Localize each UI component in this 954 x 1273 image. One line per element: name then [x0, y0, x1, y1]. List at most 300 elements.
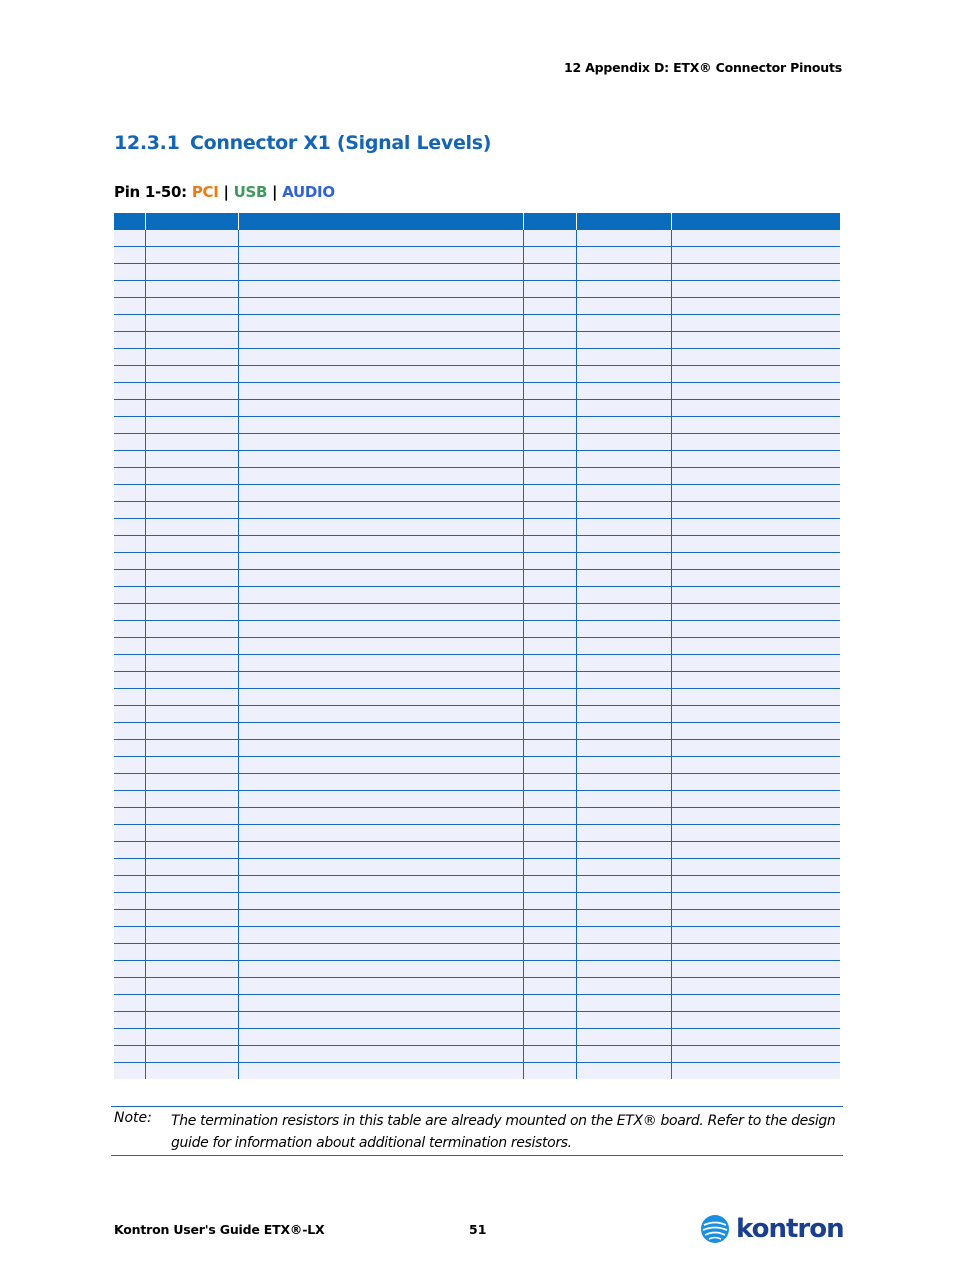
table-cell [523, 400, 576, 417]
table-cell [523, 774, 576, 791]
legend-separator: | [223, 183, 229, 201]
table-cell [145, 230, 238, 247]
table-cell [576, 502, 671, 519]
table-cell [523, 638, 576, 655]
table-cell [671, 944, 840, 961]
table-cell [671, 638, 840, 655]
table-cell [114, 825, 145, 842]
table-cell [671, 332, 840, 349]
table-header-cell [671, 213, 840, 230]
table-cell [114, 417, 145, 434]
table-cell [576, 417, 671, 434]
footer-guide-title: Kontron User's Guide ETX®-LX [114, 1222, 325, 1237]
table-cell [114, 1029, 145, 1046]
table-cell [114, 621, 145, 638]
table-row [114, 978, 840, 995]
table-cell [576, 604, 671, 621]
table-cell [145, 944, 238, 961]
table-row [114, 842, 840, 859]
table-cell [238, 927, 523, 944]
table-cell [145, 1063, 238, 1080]
table-cell [238, 876, 523, 893]
table-row [114, 417, 840, 434]
table-cell [523, 1046, 576, 1063]
table-cell [576, 621, 671, 638]
table-cell [576, 774, 671, 791]
table-cell [576, 808, 671, 825]
table-cell [576, 842, 671, 859]
table-cell [523, 553, 576, 570]
table-cell [576, 587, 671, 604]
table-cell [145, 655, 238, 672]
table-cell [523, 1029, 576, 1046]
table-cell [114, 298, 145, 315]
table-cell [145, 638, 238, 655]
table-row [114, 366, 840, 383]
table-row [114, 961, 840, 978]
table-cell [523, 570, 576, 587]
table-cell [671, 808, 840, 825]
table-cell [671, 1012, 840, 1029]
table-cell [523, 655, 576, 672]
table-cell [523, 842, 576, 859]
section-heading [114, 132, 491, 154]
table-cell [145, 315, 238, 332]
table-cell [523, 706, 576, 723]
table-cell [523, 893, 576, 910]
table-cell [576, 230, 671, 247]
table-row [114, 825, 840, 842]
table-cell [576, 825, 671, 842]
table-cell [145, 1046, 238, 1063]
table-cell [145, 587, 238, 604]
legend-audio: AUDIO [282, 183, 335, 201]
table-header-cell [523, 213, 576, 230]
table-cell [671, 366, 840, 383]
table-cell [145, 604, 238, 621]
table-cell [576, 672, 671, 689]
table-cell [145, 621, 238, 638]
table-cell [238, 859, 523, 876]
table-cell [576, 1012, 671, 1029]
table-cell [238, 910, 523, 927]
table-cell [523, 468, 576, 485]
table-cell [523, 366, 576, 383]
table-cell [145, 672, 238, 689]
table-cell [671, 604, 840, 621]
table-cell [145, 774, 238, 791]
table-row [114, 502, 840, 519]
table-cell [114, 1046, 145, 1063]
kontron-globe-icon [700, 1214, 730, 1244]
table-row [114, 587, 840, 604]
table-cell [671, 587, 840, 604]
table-cell [145, 570, 238, 587]
table-cell [576, 383, 671, 400]
table-cell [145, 332, 238, 349]
table-cell [671, 706, 840, 723]
table-cell [145, 417, 238, 434]
table-cell [576, 400, 671, 417]
table-header-row [114, 213, 840, 230]
table-cell [238, 553, 523, 570]
table-cell [523, 723, 576, 740]
table-header-cell [114, 213, 145, 230]
table-cell [145, 519, 238, 536]
table-cell [145, 366, 238, 383]
table-cell [523, 247, 576, 264]
table-cell [238, 502, 523, 519]
table-cell [671, 876, 840, 893]
table-cell [523, 451, 576, 468]
table-cell [671, 723, 840, 740]
table-body [114, 230, 840, 1079]
table-cell [671, 264, 840, 281]
table-row [114, 774, 840, 791]
table-cell [671, 315, 840, 332]
table-cell [671, 842, 840, 859]
table-cell [671, 740, 840, 757]
table-cell [145, 927, 238, 944]
table-cell [114, 672, 145, 689]
table-cell [671, 672, 840, 689]
table-row [114, 995, 840, 1012]
table-cell [671, 1063, 840, 1080]
table-cell [576, 451, 671, 468]
note-text: The termination resistors in this table are already mounted on the ETX® board. Refer to the design guide for information about additional termination resistors. [171, 1113, 836, 1151]
table-cell [671, 791, 840, 808]
table-row [114, 655, 840, 672]
table-cell [576, 740, 671, 757]
table-cell [576, 519, 671, 536]
table-cell [523, 876, 576, 893]
table-cell [238, 417, 523, 434]
table-cell [523, 604, 576, 621]
table-cell [114, 264, 145, 281]
table-cell [238, 672, 523, 689]
table-cell [114, 927, 145, 944]
table-cell [576, 332, 671, 349]
table-cell [114, 332, 145, 349]
table-row [114, 468, 840, 485]
table-cell [671, 995, 840, 1012]
table-cell [238, 264, 523, 281]
table-cell [114, 1063, 145, 1080]
table-cell [238, 1046, 523, 1063]
pin-range-label: Pin 1-50: [114, 183, 187, 201]
table-cell [238, 638, 523, 655]
table-cell [238, 961, 523, 978]
table-cell [576, 655, 671, 672]
table-cell [576, 723, 671, 740]
table-row [114, 604, 840, 621]
table-cell [576, 944, 671, 961]
pin-range-legend [114, 183, 335, 201]
table-cell [523, 825, 576, 842]
table-row [114, 1063, 840, 1080]
table-cell [114, 434, 145, 451]
table-cell [523, 349, 576, 366]
table-cell [238, 434, 523, 451]
table-cell [523, 519, 576, 536]
running-header: 12 Appendix D: ETX® Connector Pinouts [564, 60, 842, 75]
table-cell [523, 791, 576, 808]
table-cell [576, 434, 671, 451]
table-cell [576, 893, 671, 910]
table-cell [114, 553, 145, 570]
table-cell [114, 910, 145, 927]
table-cell [145, 400, 238, 417]
table-cell [145, 383, 238, 400]
table-cell [238, 1012, 523, 1029]
page-number: 51 [469, 1222, 487, 1237]
table-cell [238, 349, 523, 366]
table-row [114, 570, 840, 587]
table-cell [523, 1012, 576, 1029]
table-row [114, 621, 840, 638]
table-cell [145, 451, 238, 468]
table-cell [145, 468, 238, 485]
table-cell [145, 434, 238, 451]
table-cell [523, 281, 576, 298]
table-cell [671, 502, 840, 519]
table-cell [145, 757, 238, 774]
table-cell [114, 468, 145, 485]
table-cell [114, 723, 145, 740]
table-cell [576, 757, 671, 774]
table-row [114, 740, 840, 757]
table-row [114, 1029, 840, 1046]
table-cell [671, 383, 840, 400]
table-cell [238, 400, 523, 417]
table-cell [576, 468, 671, 485]
table-cell [114, 485, 145, 502]
table-row [114, 519, 840, 536]
table-cell [114, 587, 145, 604]
table-cell [523, 417, 576, 434]
table-cell [238, 995, 523, 1012]
table-row [114, 332, 840, 349]
table-cell [145, 961, 238, 978]
table-cell [671, 400, 840, 417]
table-cell [671, 570, 840, 587]
table-cell [238, 536, 523, 553]
table-cell [145, 536, 238, 553]
table-cell [238, 842, 523, 859]
table-cell [238, 230, 523, 247]
table-cell [145, 689, 238, 706]
table-row [114, 349, 840, 366]
table-cell [145, 842, 238, 859]
table-row [114, 536, 840, 553]
table-cell [114, 774, 145, 791]
table-row [114, 264, 840, 281]
table-cell [114, 876, 145, 893]
table-cell [238, 706, 523, 723]
table-cell [671, 910, 840, 927]
table-cell [671, 519, 840, 536]
table-cell [576, 281, 671, 298]
table-cell [576, 876, 671, 893]
table-cell [576, 553, 671, 570]
table-cell [671, 247, 840, 264]
table-cell [671, 859, 840, 876]
table-cell [523, 298, 576, 315]
legend-separator: | [272, 183, 278, 201]
table-cell [114, 808, 145, 825]
table-cell [671, 298, 840, 315]
table-cell [145, 1012, 238, 1029]
table-cell [145, 859, 238, 876]
table-row [114, 434, 840, 451]
table-row [114, 706, 840, 723]
table-cell [145, 485, 238, 502]
table-row [114, 944, 840, 961]
table-cell [114, 638, 145, 655]
table-cell [238, 791, 523, 808]
table-row [114, 1046, 840, 1063]
table-cell [114, 502, 145, 519]
table-cell [523, 1063, 576, 1080]
table-header-cell [576, 213, 671, 230]
kontron-logo [700, 1213, 844, 1245]
table-row [114, 893, 840, 910]
table-cell [114, 995, 145, 1012]
table-cell [238, 519, 523, 536]
table-cell [576, 910, 671, 927]
table-cell [238, 298, 523, 315]
table-cell [671, 485, 840, 502]
table-cell [671, 417, 840, 434]
table-cell [114, 1012, 145, 1029]
table-row [114, 927, 840, 944]
table-cell [523, 757, 576, 774]
table-cell [145, 978, 238, 995]
table-cell [114, 451, 145, 468]
table-row [114, 451, 840, 468]
table-row [114, 638, 840, 655]
table-cell [145, 281, 238, 298]
table-cell [576, 689, 671, 706]
table-cell [523, 961, 576, 978]
table-cell [145, 247, 238, 264]
table-cell [576, 791, 671, 808]
table-cell [576, 298, 671, 315]
table-cell [114, 230, 145, 247]
table-cell [576, 638, 671, 655]
table-cell [238, 451, 523, 468]
table-cell [238, 655, 523, 672]
table-row [114, 672, 840, 689]
table-cell [671, 553, 840, 570]
table-cell [523, 536, 576, 553]
table-cell [576, 1046, 671, 1063]
table-row [114, 230, 840, 247]
table-cell [114, 842, 145, 859]
table-cell [576, 927, 671, 944]
table-cell [114, 689, 145, 706]
table-cell [238, 570, 523, 587]
table-cell [576, 706, 671, 723]
table-cell [145, 825, 238, 842]
table-cell [114, 281, 145, 298]
table-cell [114, 383, 145, 400]
table-cell [145, 876, 238, 893]
table-row [114, 876, 840, 893]
table-row [114, 689, 840, 706]
table-cell [523, 927, 576, 944]
table-cell [145, 995, 238, 1012]
table-row [114, 910, 840, 927]
table-cell [523, 910, 576, 927]
table-cell [145, 740, 238, 757]
table-cell [523, 859, 576, 876]
table-cell [671, 281, 840, 298]
table-cell [523, 944, 576, 961]
table-cell [576, 247, 671, 264]
table-cell [671, 978, 840, 995]
table-cell [145, 808, 238, 825]
table-cell [523, 230, 576, 247]
table-cell [671, 757, 840, 774]
table-row [114, 757, 840, 774]
table-cell [523, 485, 576, 502]
table-row [114, 247, 840, 264]
table-cell [114, 366, 145, 383]
table-cell [145, 706, 238, 723]
table-cell [523, 978, 576, 995]
table-cell [523, 740, 576, 757]
table-cell [238, 689, 523, 706]
table-cell [114, 740, 145, 757]
table-cell [238, 944, 523, 961]
table-cell [523, 621, 576, 638]
table-cell [576, 570, 671, 587]
table-row [114, 723, 840, 740]
table-cell [114, 519, 145, 536]
table-row [114, 553, 840, 570]
table-cell [145, 893, 238, 910]
table-cell [114, 706, 145, 723]
table-cell [114, 315, 145, 332]
table-cell [238, 757, 523, 774]
table-cell [671, 349, 840, 366]
table-cell [238, 366, 523, 383]
table-row [114, 791, 840, 808]
table-cell [145, 1029, 238, 1046]
table-row [114, 281, 840, 298]
table-cell [238, 604, 523, 621]
table-cell [523, 502, 576, 519]
table-cell [523, 587, 576, 604]
table-cell [576, 995, 671, 1012]
table-cell [576, 961, 671, 978]
table-cell [238, 468, 523, 485]
table-cell [145, 723, 238, 740]
section-number: 12.3.1 [114, 132, 180, 154]
table-row [114, 298, 840, 315]
table-cell [238, 774, 523, 791]
table-cell [523, 332, 576, 349]
table-cell [114, 944, 145, 961]
table-cell [114, 604, 145, 621]
table-cell [238, 978, 523, 995]
table-cell [576, 536, 671, 553]
table-cell [671, 468, 840, 485]
table-cell [576, 485, 671, 502]
table-cell [576, 859, 671, 876]
table-cell [671, 655, 840, 672]
